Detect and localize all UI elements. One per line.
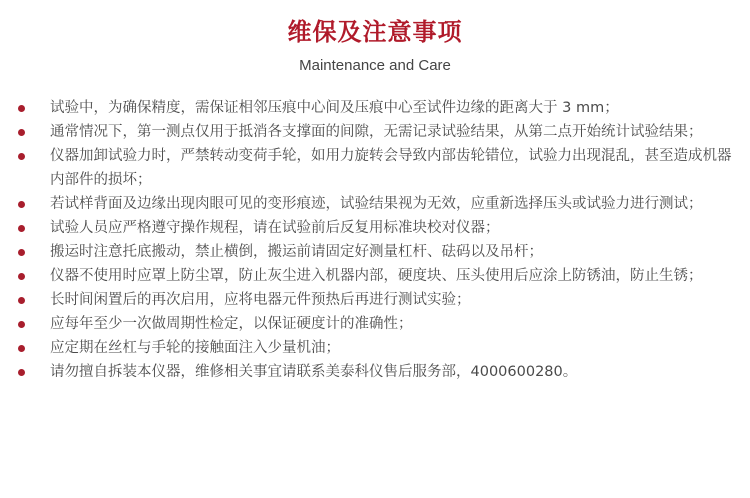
note-text: 试验中，为确保精度，需保证相邻压痕中心间及压痕中心至试件边缘的距离大于 3 mm； [50,100,619,116]
bullet-dot-icon [18,249,25,256]
list-item [0,96,750,120]
note-text: 通常情况下，第一测点仅用于抵消各支撑面的间隙，无需记录试验结果，从第二点开始统计试验结果； [50,124,703,140]
list-item [0,312,750,336]
list-item [0,288,750,312]
note-text: 请勿擅自拆装本仪器，维修相关事宜请联系美泰科仪售后服务部，4000600280。 [50,364,578,380]
bullet-dot-icon [18,129,25,136]
note-text: 搬运时注意托底搬动，禁止横倒，搬运前请固定好测量杠杆、砝码以及吊杆； [50,244,543,260]
page-header [0,14,750,76]
bullet-dot-icon [18,321,25,328]
bullet-dot-icon [18,153,25,160]
note-text: 仪器不使用时应罩上防尘罩，防止灰尘进入机器内部，硬度块、压头使用后应涂上防锈油，防止生锈； [50,268,703,284]
bullet-dot-icon [18,297,25,304]
bullet-dot-icon [18,369,25,376]
list-item [0,144,750,192]
maintenance-notes-list [0,96,750,384]
list-item [0,360,750,384]
page-title: 维保及注意事项 [287,18,463,46]
note-text: 应定期在丝杠与手轮的接触面注入少量机油； [50,340,340,356]
list-item [0,264,750,288]
bullet-dot-icon [18,105,25,112]
note-text: 长时间闲置后的再次启用，应将电器元件预热后再进行测试实验； [50,292,471,308]
list-item [0,240,750,264]
bullet-dot-icon [18,273,25,280]
page-subtitle: Maintenance and Care [299,57,451,74]
list-item [0,216,750,240]
note-text: 仪器加卸试验力时，严禁转动变荷手轮，如用力旋转会导致内部齿轮错位，试验力出现混乱，甚至造成机器内部件的损坏； [50,148,732,188]
bullet-dot-icon [18,345,25,352]
note-text: 试验人员应严格遵守操作规程，请在试验前后反复用标准块校对仪器； [50,220,500,236]
bullet-dot-icon [18,201,25,208]
list-item [0,336,750,360]
list-item [0,192,750,216]
note-text: 若试样背面及边缘出现肉眼可见的变形痕迹，试验结果视为无效，应重新选择压头或试验力进行测试； [50,196,703,212]
bullet-dot-icon [18,225,25,232]
list-item [0,120,750,144]
note-text: 应每年至少一次做周期性检定，以保证硬度计的准确性； [50,316,413,332]
